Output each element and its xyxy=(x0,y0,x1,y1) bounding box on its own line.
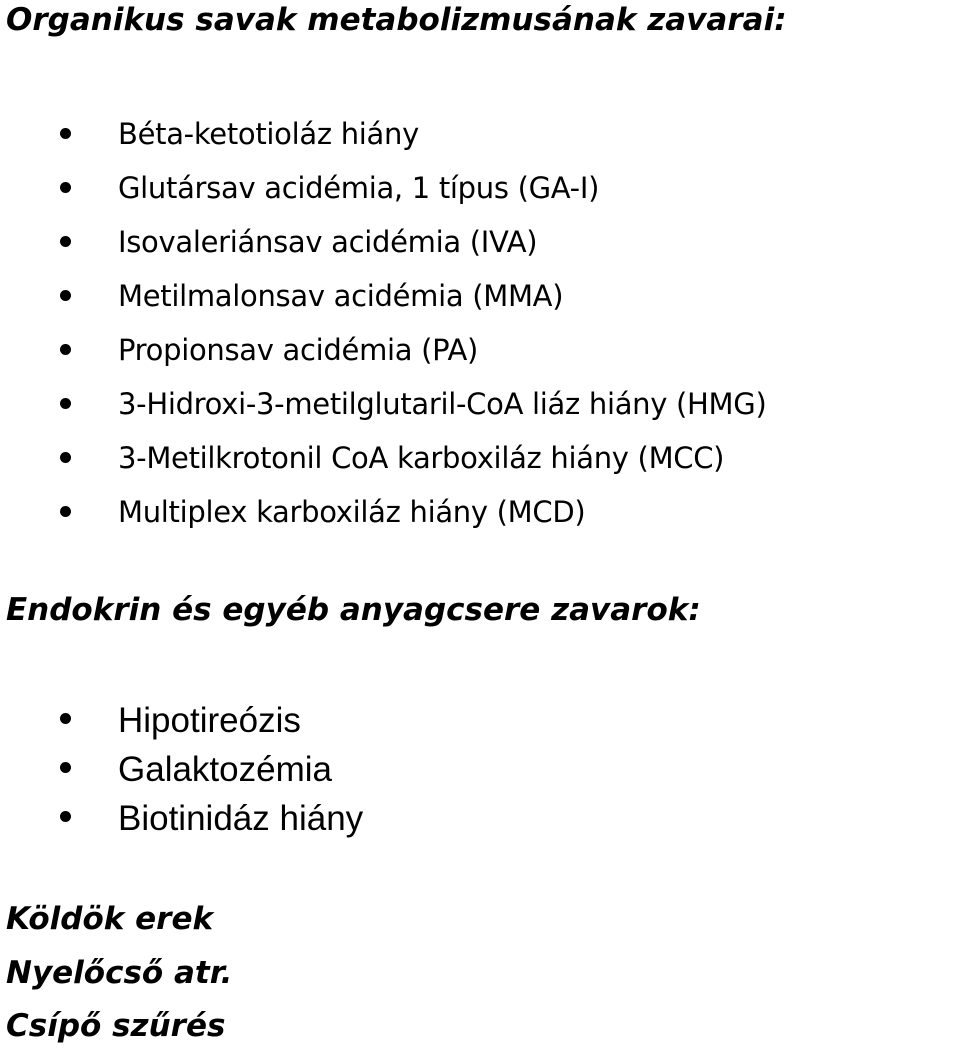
section-title-organic-acids: Organikus savak metabolizmusának zavarai: xyxy=(6,2,787,38)
list-item-text: Galaktozémia xyxy=(118,750,332,789)
bullet-icon xyxy=(60,506,71,517)
footer-line-nyelocso: Nyelőcső atr. xyxy=(6,955,233,991)
bullet-icon xyxy=(60,762,71,773)
footer-line-koldok: Köldök erek xyxy=(6,901,214,937)
section-title-endocrine: Endokrin és egyéb anyagcsere zavarok: xyxy=(6,592,701,628)
footer-line-csipo: Csípő szűrés xyxy=(6,1008,226,1044)
list-item-text: Multiplex karboxiláz hiány (MCD) xyxy=(118,495,586,529)
bullet-icon xyxy=(60,452,71,463)
list-item-text: Biotinidáz hiány xyxy=(118,799,364,838)
bullet-icon xyxy=(60,128,71,139)
bullet-icon xyxy=(60,713,71,724)
list-item-text: Propionsav acidémia (PA) xyxy=(118,333,479,367)
list-item-text: 3-Hidroxi-3-metilglutaril-CoA liáz hiány (HMG) xyxy=(118,387,767,421)
list-item-text: Isovaleriánsav acidémia (IVA) xyxy=(118,225,538,259)
bullet-icon xyxy=(60,290,71,301)
list-item-text: Glutársav acidémia, 1 típus (GA-I) xyxy=(118,171,600,205)
list-item-text: Hipotireózis xyxy=(118,701,301,740)
list-item-text: Béta-ketotioláz hiány xyxy=(118,117,419,151)
bullet-icon xyxy=(60,398,71,409)
bullet-icon xyxy=(60,811,71,822)
bullet-icon xyxy=(60,344,71,355)
list-item-text: Metilmalonsav acidémia (MMA) xyxy=(118,279,564,313)
bullet-icon xyxy=(60,236,71,247)
list-item-text: 3-Metilkrotonil CoA karboxiláz hiány (MCC) xyxy=(118,441,725,475)
bullet-icon xyxy=(60,182,71,193)
